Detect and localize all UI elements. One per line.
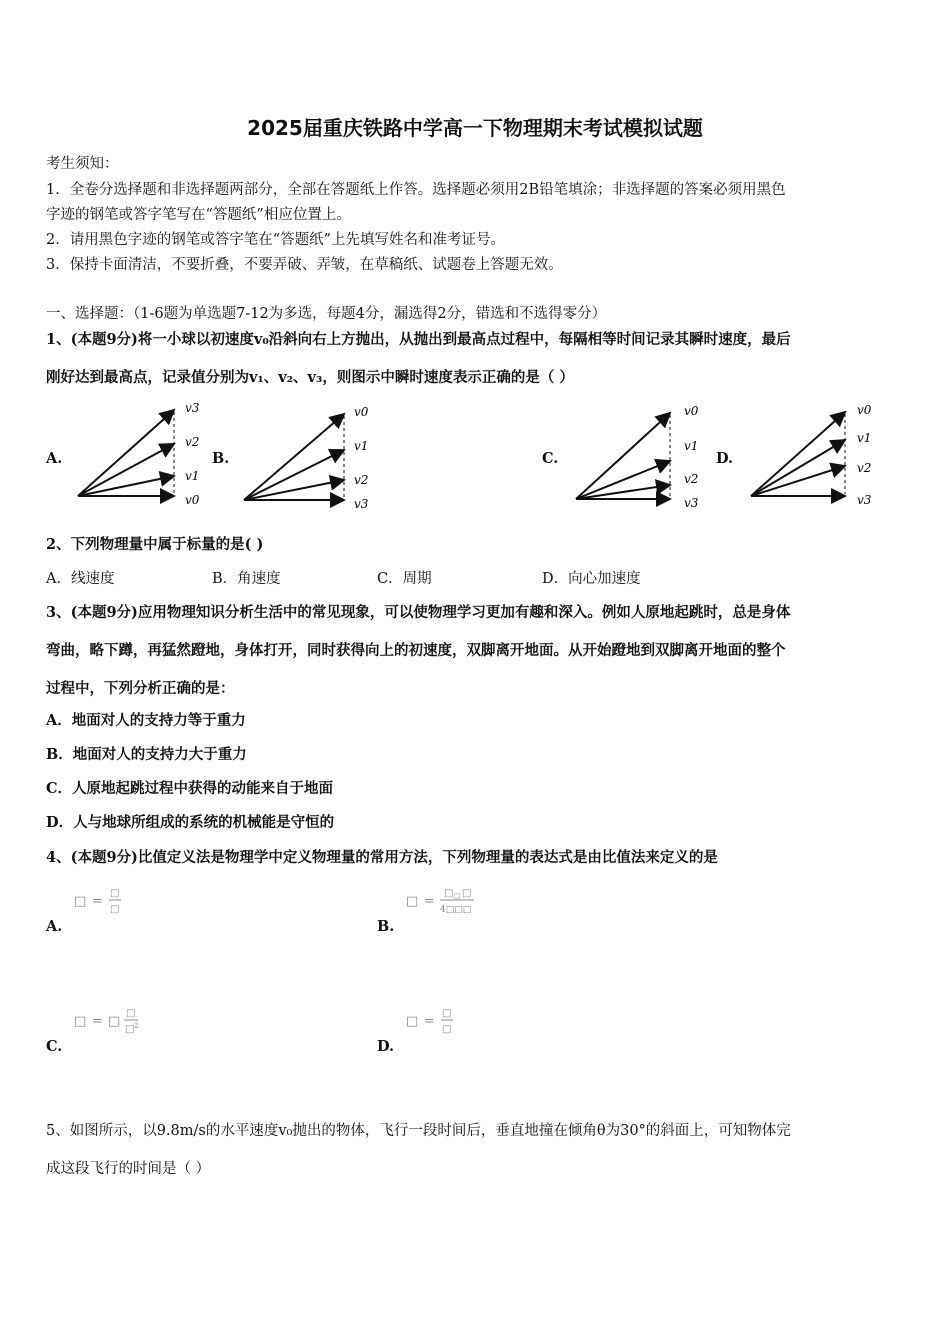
q1-option-d-label[interactable]: D.	[716, 450, 734, 467]
q1-option-c-label[interactable]: C.	[542, 450, 559, 467]
vector-label: v3	[684, 496, 699, 510]
q2-option-b[interactable]: B．角速度	[212, 571, 281, 587]
formula-glyph: =	[424, 894, 435, 909]
velocity-vector	[751, 412, 845, 496]
formula-glyph: 2	[134, 1022, 139, 1030]
vector-label: v3	[857, 493, 872, 507]
velocity-vector	[576, 461, 670, 499]
q4-option-b-label[interactable]: B.	[377, 918, 395, 935]
question-5-stem: 成这段飞行的时间是（ ）	[46, 1161, 211, 1177]
question-5-stem: 5、如图所示，以9.8m/s的水平速度v₀抛出的物体，飞行一段时间后，垂直地撞在倾角θ为30°的斜面上，可知物体完	[46, 1123, 791, 1139]
velocity-vector	[78, 410, 174, 496]
vector-label: v2	[354, 473, 369, 487]
notice-item: 字迹的钢笔或答字笔写在“答题纸”相应位置上。	[46, 207, 351, 223]
notice-item: 3．保持卡面清洁，不要折叠，不要弄破、弄皱，在草稿纸、试题卷上答题无效。	[46, 257, 563, 273]
question-3-stem: 3、(本题9分)应用物理知识分析生活中的常见现象，可以使物理学习更加有趣和深入。例如人原地起跳时，总是身体	[46, 604, 791, 621]
formula-glyph: □	[406, 894, 419, 909]
question-4-stem: 4、(本题9分)比值定义法是物理学中定义物理量的常用方法，下列物理量的表达式是由比值法来定义的是	[46, 849, 718, 866]
formula-glyph: =	[92, 894, 103, 909]
q1-figure-b	[238, 400, 388, 515]
q4-option-c-label[interactable]: C.	[46, 1038, 63, 1055]
q4-option-d-label[interactable]: D.	[377, 1038, 395, 1055]
q2-option-a[interactable]: A．线速度	[46, 571, 115, 587]
q4-formula-a	[72, 884, 132, 916]
formula-glyph: □	[442, 1008, 452, 1019]
vector-label: v1	[684, 439, 699, 453]
q1-figure-a	[70, 398, 210, 510]
vector-label: v0	[857, 403, 872, 417]
q1-option-a-label[interactable]: A.	[46, 450, 63, 467]
q2-option-d[interactable]: D．向心加速度	[542, 571, 641, 587]
q3-option-d[interactable]: D．人与地球所组成的系统的机械能是守恒的	[46, 814, 335, 831]
q1-figure-c	[570, 403, 710, 515]
velocity-vector	[244, 480, 344, 500]
vector-label: v0	[684, 404, 699, 418]
question-1-stem: 1、(本题9分)将一小球以初速度v₀沿斜向右上方抛出，从抛出到最高点过程中，每隔相等时间记录其瞬时速度，最后	[46, 331, 791, 348]
formula-glyph: □	[125, 1024, 135, 1035]
q2-option-c[interactable]: C．周期	[377, 571, 432, 587]
q3-option-b[interactable]: B．地面对人的支持力大于重力	[46, 746, 247, 763]
vector-label: v0	[185, 493, 200, 507]
vector-label: v0	[354, 405, 369, 419]
q1-option-b-label[interactable]: B.	[212, 450, 230, 467]
section-heading: 一、选择题：（1-6题为单选题7-12为多选，每题4分，漏选得2分，错选和不选得零分）	[46, 306, 607, 322]
vector-label: v1	[185, 469, 200, 483]
formula-glyph: □	[110, 904, 120, 915]
question-3-stem: 弯曲，略下蹲，再猛然蹬地，身体打开，同时获得向上的初速度，双脚离开地面。从开始蹬地到双脚离开地面的整个	[46, 642, 786, 659]
vector-label: v1	[354, 439, 369, 453]
question-2-stem: 2、下列物理量中属于标量的是( )	[46, 536, 264, 553]
formula-glyph: □	[110, 888, 120, 899]
vector-label: v3	[354, 497, 369, 511]
vector-label: v2	[684, 472, 699, 486]
formula-glyph: =	[424, 1014, 435, 1029]
formula-glyph: =	[92, 1014, 103, 1029]
vector-label: v2	[857, 461, 872, 475]
q1-figure-d	[745, 400, 895, 512]
vector-label: v3	[185, 401, 200, 415]
page-title: 2025届重庆铁路中学高一下物理期末考试模拟试题	[247, 116, 703, 140]
question-3-stem: 过程中，下列分析正确的是：	[46, 680, 235, 697]
q4-option-a-label[interactable]: A.	[46, 918, 63, 935]
vector-label: v1	[857, 431, 872, 445]
notice-item: 1．全卷分选择题和非选择题两部分，全部在答题纸上作答。选择题必须用2B铅笔填涂；非选择题的答案必须用黑色	[46, 182, 786, 198]
question-1-stem: 刚好达到最高点，记录值分别为v₁、v₂、v₃，则图示中瞬时速度表示正确的是（ ）	[46, 369, 574, 386]
notice-heading: 考生须知：	[46, 156, 119, 172]
formula-glyph: □	[108, 1014, 121, 1029]
notice-item: 2．请用黑色字迹的钢笔或答字笔在“答题纸”上先填写姓名和准考证号。	[46, 232, 506, 248]
velocity-vector	[751, 440, 845, 496]
vector-label: v2	[185, 435, 200, 449]
q3-option-c[interactable]: C．人原地起跳过程中获得的动能来自于地面	[46, 780, 334, 797]
q3-option-a[interactable]: A．地面对人的支持力等于重力	[46, 712, 246, 729]
formula-glyph: □	[74, 1014, 87, 1029]
formula-glyph: □	[74, 894, 87, 909]
velocity-vector	[78, 476, 174, 496]
formula-glyph: □	[126, 1008, 136, 1019]
formula-glyph: □	[454, 892, 461, 900]
q4-formula-d	[404, 1004, 464, 1036]
q4-formula-c	[72, 1004, 152, 1036]
formula-glyph: □	[444, 888, 454, 899]
velocity-vector	[751, 466, 845, 496]
q4-formula-b	[404, 884, 494, 916]
formula-glyph: □	[406, 1014, 419, 1029]
formula-glyph: 4□□□	[440, 905, 472, 915]
formula-glyph: □	[462, 888, 472, 899]
formula-glyph: □	[442, 1024, 452, 1035]
